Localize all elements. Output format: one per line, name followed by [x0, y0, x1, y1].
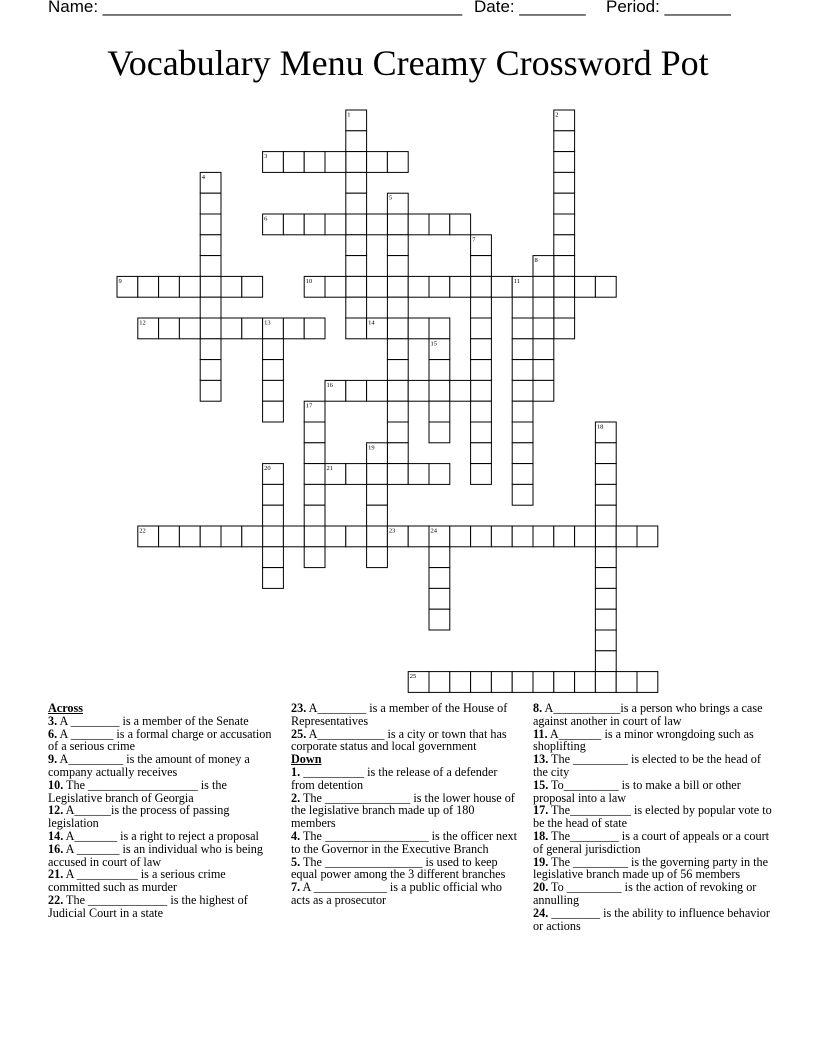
grid-cell[interactable]	[346, 318, 367, 339]
grid-cell[interactable]	[283, 318, 304, 339]
grid-cell[interactable]	[471, 464, 492, 485]
grid-cell[interactable]	[304, 484, 325, 505]
grid-cell[interactable]	[637, 526, 658, 547]
clue-text: A___________is a person who brings a case against another in court of law	[533, 701, 763, 728]
clue-number: 11	[513, 277, 520, 285]
clue-item	[533, 830, 773, 856]
clue-num: 24.	[533, 905, 549, 920]
grid-cell[interactable]	[387, 235, 408, 256]
clue-text: To_________ is to make a bill or other proposal into a law	[533, 777, 741, 805]
grid-cell[interactable]	[595, 443, 616, 464]
grid-cell[interactable]	[242, 526, 263, 547]
clue-item	[291, 702, 519, 728]
grid-cell[interactable]	[533, 318, 554, 339]
grid-cell[interactable]	[325, 526, 346, 547]
grid-cell[interactable]	[533, 526, 554, 547]
grid-cell[interactable]	[533, 360, 554, 381]
grid-cell[interactable]	[159, 276, 180, 297]
grid-cell[interactable]	[346, 235, 367, 256]
grid-cell[interactable]	[491, 276, 512, 297]
grid-cell[interactable]	[471, 297, 492, 318]
grid-cell[interactable]	[471, 276, 492, 297]
grid-cell[interactable]	[200, 380, 221, 401]
clue-num: 9.	[48, 752, 58, 767]
grid-cell[interactable]	[491, 526, 512, 547]
clue-text: The _________________ is the officer next to the Governor in the Executive Branch	[291, 828, 517, 856]
grid-cell[interactable]	[575, 672, 596, 693]
grid-cell[interactable]	[429, 422, 450, 443]
clue-number: 4	[201, 173, 205, 181]
grid-cell[interactable]	[471, 672, 492, 693]
clue-column-2	[291, 702, 519, 907]
clue-number: 15	[430, 340, 437, 348]
clue-text: The _____________ is the highest of Judicial Court in a state	[48, 892, 248, 920]
grid-cell[interactable]	[367, 484, 388, 505]
grid-cell[interactable]	[179, 526, 200, 547]
grid-cell[interactable]	[138, 276, 159, 297]
grid-cell[interactable]	[450, 526, 471, 547]
grid-cell[interactable]	[471, 443, 492, 464]
grid-cell[interactable]	[512, 297, 533, 318]
grid-cell[interactable]	[346, 464, 367, 485]
clue-text: __________ is the release of a defender from detention	[291, 764, 498, 792]
grid-cell[interactable]	[575, 276, 596, 297]
grid-cell[interactable]	[408, 318, 429, 339]
grid-cell[interactable]	[595, 484, 616, 505]
grid-cell[interactable]	[512, 464, 533, 485]
clue-number: 10	[305, 277, 313, 285]
grid-cell[interactable]	[387, 214, 408, 235]
grid-cell[interactable]	[387, 360, 408, 381]
grid-cell[interactable]	[450, 276, 471, 297]
clue-num: 7.	[291, 880, 301, 895]
grid-cell[interactable]	[387, 422, 408, 443]
grid-cell[interactable]	[595, 609, 616, 630]
clue-item	[533, 907, 773, 933]
grid-cell[interactable]	[533, 380, 554, 401]
grid-cell[interactable]	[554, 672, 575, 693]
grid-cell[interactable]	[429, 401, 450, 422]
clue-item	[533, 753, 773, 779]
grid-cell[interactable]	[221, 276, 242, 297]
grid-cell[interactable]	[200, 339, 221, 360]
clue-text: A_______ is a right to reject a proposal	[63, 828, 259, 843]
grid-cell[interactable]	[554, 172, 575, 193]
grid-cell[interactable]	[304, 318, 325, 339]
grid-cell[interactable]	[346, 276, 367, 297]
grid-cell[interactable]	[554, 526, 575, 547]
clue-number: 25	[409, 673, 417, 681]
date-field[interactable]: Date: _______	[474, 0, 586, 16]
grid-cell[interactable]	[200, 297, 221, 318]
clue-num: 25.	[291, 726, 307, 741]
grid-cell[interactable]	[471, 339, 492, 360]
grid-cell[interactable]	[512, 484, 533, 505]
clue-text: A ________ is a member of the Senate	[57, 713, 249, 728]
grid-cell[interactable]	[387, 339, 408, 360]
clue-text: A _______ is a formal charge or accusation of a serious crime	[48, 726, 272, 754]
clue-text: A___________ is a city or town that has corporate status and local government	[291, 726, 507, 754]
page-title: Vocabulary Menu Creamy Crossword Pot	[107, 43, 709, 83]
grid-cell[interactable]	[471, 256, 492, 277]
grid-cell[interactable]	[429, 547, 450, 568]
clue-number: 14	[368, 319, 375, 327]
clue-item	[291, 881, 519, 907]
grid-cell[interactable]	[304, 214, 325, 235]
grid-cell[interactable]	[512, 443, 533, 464]
grid-cell[interactable]	[346, 152, 367, 173]
grid-cell[interactable]	[346, 193, 367, 214]
grid-cell[interactable]	[367, 380, 388, 401]
clue-text: A_______ is a minor wrongdoing such as shoplifting	[533, 726, 754, 754]
clue-item	[48, 779, 273, 805]
clue-number: 23	[388, 527, 396, 535]
grid-cell[interactable]	[575, 526, 596, 547]
grid-cell[interactable]	[450, 380, 471, 401]
grid-cell[interactable]	[346, 172, 367, 193]
grid-cell[interactable]	[429, 568, 450, 589]
grid-cell[interactable]	[429, 214, 450, 235]
clue-text: The________ is a court of appeals or a court of general jurisdiction	[533, 828, 770, 856]
grid-cell[interactable]	[471, 401, 492, 422]
clue-number: 17	[305, 402, 313, 410]
grid-cell[interactable]	[471, 318, 492, 339]
grid-cell[interactable]	[304, 547, 325, 568]
clue-number: 18	[596, 423, 604, 431]
grid-cell[interactable]	[200, 276, 221, 297]
clue-item	[48, 894, 273, 920]
clue-num: 4.	[291, 828, 301, 843]
clue-number: 21	[326, 465, 333, 473]
clue-num: 2.	[291, 790, 301, 805]
grid-cell[interactable]	[533, 672, 554, 693]
clue-num: 19.	[533, 854, 549, 869]
clue-text: A________ is a member of the House of Representatives	[291, 701, 508, 728]
clue-item	[291, 766, 519, 792]
clue-text: A _______ is an individual who is being accused in court of law	[48, 841, 263, 869]
grid-cell[interactable]	[346, 256, 367, 277]
clue-num: 12.	[48, 803, 64, 818]
clue-text: The _________ is elected to be the head of the city	[533, 752, 761, 779]
clue-item	[48, 843, 273, 869]
clue-text: ________ is the ability to influence behavior or actions	[533, 905, 770, 933]
grid-cell[interactable]	[429, 464, 450, 485]
grid-cell[interactable]	[512, 526, 533, 547]
grid-cell[interactable]	[304, 464, 325, 485]
grid-cell[interactable]	[159, 318, 180, 339]
grid-cell[interactable]	[429, 360, 450, 381]
grid-cell[interactable]	[533, 276, 554, 297]
clue-num: 10.	[48, 777, 64, 792]
clue-item	[533, 804, 773, 830]
grid-cell[interactable]	[533, 339, 554, 360]
clue-item	[291, 792, 519, 830]
clue-text: To _________ is the action of revoking or annulling	[533, 880, 757, 907]
grid-cell[interactable]	[512, 672, 533, 693]
grid-cell[interactable]	[242, 318, 263, 339]
clue-num: 21.	[48, 867, 64, 882]
clue-text: A ____________ is a public official who acts as a prosecutor	[291, 880, 503, 907]
grid-cell[interactable]	[387, 380, 408, 401]
grid-cell[interactable]	[304, 526, 325, 547]
grid-cell[interactable]	[512, 339, 533, 360]
grid-cell[interactable]	[283, 214, 304, 235]
clue-number: 9	[118, 277, 122, 285]
grid-cell[interactable]	[367, 214, 388, 235]
grid-cell[interactable]	[387, 464, 408, 485]
grid-cell[interactable]	[304, 152, 325, 173]
grid-cell[interactable]	[200, 318, 221, 339]
grid-cell[interactable]	[595, 651, 616, 672]
grid-cell[interactable]	[221, 318, 242, 339]
clue-num: 15.	[533, 777, 549, 792]
grid-cell[interactable]	[616, 672, 637, 693]
grid-cell[interactable]	[554, 193, 575, 214]
grid-cell[interactable]	[263, 547, 284, 568]
grid-cell[interactable]	[429, 380, 450, 401]
clue-number: 5	[388, 194, 393, 202]
grid-cell[interactable]	[283, 152, 304, 173]
clue-text: The _________ is the governing party in the legislative branch made up of 56 members	[533, 854, 769, 882]
grid-cell[interactable]	[408, 214, 429, 235]
clue-item	[291, 830, 519, 856]
grid-cell[interactable]	[429, 672, 450, 693]
grid-cell[interactable]	[346, 131, 367, 152]
grid-cell[interactable]	[616, 526, 637, 547]
across-heading: Across	[48, 701, 83, 715]
clue-number: 6	[264, 215, 268, 223]
clue-num: 3.	[48, 713, 58, 728]
grid-cell[interactable]	[325, 214, 346, 235]
grid-cell[interactable]	[429, 609, 450, 630]
grid-cell[interactable]	[304, 422, 325, 443]
clue-text: The__________ is elected by popular vote to be the head of state	[533, 803, 772, 831]
clue-column-1	[48, 702, 273, 920]
grid-cell[interactable]	[387, 401, 408, 422]
clue-item	[533, 881, 773, 907]
name-field[interactable]: Name: ______________________________________	[48, 0, 463, 16]
grid-cell[interactable]	[263, 505, 284, 526]
clue-item	[533, 728, 773, 754]
period-field[interactable]: Period: _______	[606, 0, 731, 16]
grid-cell[interactable]	[159, 526, 180, 547]
clue-text: The ______________ is the lower house of the legislative branch made up of 180 members	[291, 790, 515, 831]
clue-number: 19	[368, 444, 375, 452]
grid-cell[interactable]	[595, 588, 616, 609]
grid-cell[interactable]	[263, 568, 284, 589]
clue-number: 1	[347, 111, 351, 119]
grid-cell[interactable]	[554, 318, 575, 339]
grid-cell[interactable]	[512, 360, 533, 381]
grid-cell[interactable]	[304, 443, 325, 464]
grid-cell[interactable]	[491, 672, 512, 693]
grid-cell[interactable]	[346, 297, 367, 318]
grid-cell[interactable]	[367, 152, 388, 173]
grid-cell[interactable]	[387, 297, 408, 318]
grid-cell[interactable]	[283, 526, 304, 547]
grid-cell[interactable]	[471, 422, 492, 443]
clue-num: 22.	[48, 892, 64, 907]
clue-number: 13	[264, 319, 271, 327]
grid-cell[interactable]	[554, 131, 575, 152]
grid-cell[interactable]	[595, 547, 616, 568]
grid-cell[interactable]	[408, 276, 429, 297]
clue-num: 6.	[48, 726, 58, 741]
clue-num: 5.	[291, 854, 301, 869]
grid-cell[interactable]	[471, 360, 492, 381]
clue-text: A_________ is the amount of money a company actually receives	[48, 752, 250, 779]
clue-item	[291, 728, 519, 754]
grid-cell[interactable]	[179, 276, 200, 297]
grid-cell[interactable]	[450, 214, 471, 235]
clue-num: 23.	[291, 701, 307, 715]
clue-num: 17.	[533, 803, 549, 818]
clue-text: The ________________ is used to keep equal power among the 3 different branches	[291, 854, 506, 882]
grid-cell[interactable]	[200, 214, 221, 235]
grid-cell[interactable]	[595, 526, 616, 547]
grid-cell[interactable]	[346, 214, 367, 235]
grid-cell[interactable]	[554, 152, 575, 173]
clue-text: The __________________ is the Legislative branch of Georgia	[48, 777, 227, 805]
down-heading: Down	[291, 752, 322, 767]
grid-cell[interactable]	[512, 422, 533, 443]
grid-cell[interactable]	[200, 193, 221, 214]
clue-item	[291, 856, 519, 882]
clue-num: 18.	[533, 828, 549, 843]
clue-number: 8	[534, 257, 538, 265]
grid-cell[interactable]	[429, 588, 450, 609]
grid-cell[interactable]	[200, 256, 221, 277]
grid-cell[interactable]	[200, 235, 221, 256]
clue-item	[533, 702, 773, 728]
grid-cell[interactable]	[595, 276, 616, 297]
grid-cell[interactable]	[346, 380, 367, 401]
grid-cell[interactable]	[221, 526, 242, 547]
grid-cell[interactable]	[200, 360, 221, 381]
grid-cell[interactable]	[263, 360, 284, 381]
grid-cell[interactable]	[512, 380, 533, 401]
grid-cell[interactable]	[263, 339, 284, 360]
grid-cell[interactable]	[367, 526, 388, 547]
clue-number: 12	[139, 319, 146, 327]
clue-text: A______is the process of passing legislation	[48, 803, 230, 831]
grid-cell[interactable]	[263, 484, 284, 505]
grid-cell[interactable]	[242, 276, 263, 297]
clue-item	[48, 868, 273, 894]
grid-cell[interactable]	[429, 318, 450, 339]
grid-cell[interactable]	[595, 505, 616, 526]
clue-num: 1.	[291, 764, 301, 779]
clue-number: 22	[139, 527, 146, 535]
grid-cell[interactable]	[512, 318, 533, 339]
grid-cell[interactable]	[263, 401, 284, 422]
grid-cell[interactable]	[367, 276, 388, 297]
grid-cell[interactable]	[408, 526, 429, 547]
clue-item	[48, 804, 273, 830]
clue-number: 20	[264, 465, 271, 473]
grid-cell[interactable]	[554, 235, 575, 256]
grid-cell[interactable]	[429, 276, 450, 297]
grid-cell[interactable]	[387, 318, 408, 339]
clue-num: 20.	[533, 880, 549, 895]
grid-cell[interactable]	[595, 672, 616, 693]
grid-cell[interactable]	[595, 630, 616, 651]
grid-cell[interactable]	[408, 464, 429, 485]
grid-cell[interactable]	[367, 464, 388, 485]
clue-item	[533, 856, 773, 882]
clue-num: 11.	[533, 726, 548, 741]
grid-cell[interactable]	[387, 152, 408, 173]
clue-item	[48, 728, 273, 754]
clue-text: A __________ is a serious crime committed such as murder	[48, 867, 226, 895]
clue-column-3	[533, 702, 773, 932]
grid-cell[interactable]	[595, 464, 616, 485]
grid-cell[interactable]	[179, 318, 200, 339]
grid-cell[interactable]	[325, 276, 346, 297]
clue-number: 16	[326, 381, 333, 389]
clue-num: 8.	[533, 701, 543, 715]
clue-number: 7	[472, 236, 476, 244]
clue-item	[533, 779, 773, 805]
grid-cell[interactable]	[408, 380, 429, 401]
clue-num: 16.	[48, 841, 64, 856]
grid-cell[interactable]	[263, 526, 284, 547]
grid-cell[interactable]	[554, 297, 575, 318]
grid-cell[interactable]	[471, 380, 492, 401]
grid-cell[interactable]	[367, 505, 388, 526]
grid-cell[interactable]	[533, 297, 554, 318]
grid-cell[interactable]	[304, 505, 325, 526]
grid-cell[interactable]	[387, 443, 408, 464]
clue-num: 13.	[533, 752, 549, 767]
clue-number: 2	[555, 111, 559, 119]
grid-cell[interactable]	[263, 380, 284, 401]
grid-cell[interactable]	[554, 276, 575, 297]
clue-item	[48, 753, 273, 779]
clue-number: 24	[430, 527, 437, 535]
clue-number: 3	[264, 153, 268, 161]
grid-cell[interactable]	[595, 568, 616, 589]
clue-num: 14.	[48, 828, 64, 843]
grid-cell[interactable]	[346, 526, 367, 547]
grid-cell[interactable]	[387, 256, 408, 277]
grid-cell[interactable]	[367, 547, 388, 568]
grid-cell[interactable]	[387, 276, 408, 297]
grid-cell[interactable]	[325, 152, 346, 173]
grid-cell[interactable]	[554, 214, 575, 235]
grid-cell[interactable]	[512, 401, 533, 422]
grid-cell[interactable]	[471, 526, 492, 547]
grid-cell[interactable]	[554, 256, 575, 277]
grid-cell[interactable]	[637, 672, 658, 693]
grid-cell[interactable]	[450, 672, 471, 693]
grid-cell[interactable]	[200, 526, 221, 547]
